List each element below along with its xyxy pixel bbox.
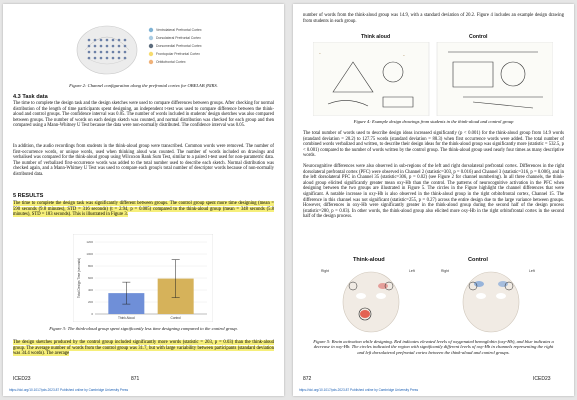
svg-text:~: ~ <box>319 51 321 55</box>
page-number: 872 <box>303 376 312 382</box>
legend-swatch <box>149 44 153 48</box>
channel-dot <box>118 51 121 54</box>
x-tick-label: Think Aloud <box>118 316 135 320</box>
footer-conference-label: ICED23 <box>13 376 31 382</box>
page-number: 871 <box>131 376 140 382</box>
legend-label: Ventrolateral Prefrontal Cortex <box>156 28 202 33</box>
figure-4-caption: Figure 4: Example design drawings from students in the think-aloud and control group <box>353 119 514 124</box>
channel-dot <box>106 57 109 60</box>
section-5-heading: 5 RESULTS <box>13 193 44 199</box>
channel-dot <box>124 51 127 54</box>
channel-dot <box>88 45 91 48</box>
channel-dot <box>106 51 109 54</box>
total-words-paragraph: The total number of words used to describe design ideas increased significantly (p < 0.001) for the think-aloud group from 14.9 words (standard deviation = 20.2) to 127.75 words (standard deviation = 88.3) when first occurrence words were added. The total number of combined words verbalized and written, to describe their design ideas for the think-aloud group was significantly more (statistic = 532.5, p < 0.001) compared to the number of words written by the control group. The think-aloud group used nearly four times as many descriptive words. <box>303 131 564 159</box>
channel-dot <box>106 39 109 42</box>
highlighted-word-count-text: The design sketches produced by the control group included significantly more words (statistic = 203, p = 0.03) than the think-aloud group. The average number of words from the control group was 31.7, but with large variability between participants (standard deviation was 34.4 words). The average <box>13 340 274 357</box>
section-5-paragraph-2 <box>13 340 274 357</box>
left-page <box>3 4 284 396</box>
legend-swatch <box>149 52 153 56</box>
doi-link[interactable]: https://doi.org/10.1017/pds.2023.87 Published online by Cambridge University Press <box>9 388 129 392</box>
figure-5-label-think-aloud: Think-aloud <box>353 257 385 263</box>
section-4-3-heading: 4.3 Task data <box>13 94 48 100</box>
channel-dot <box>118 57 121 60</box>
channel-dot <box>94 57 97 60</box>
y-tick-label: 0 <box>91 312 93 316</box>
section-4-3-paragraph-2: In addition, the audio recordings from students in the think-aloud group were transcribed. Common words were removed. The number of first-occurrence words, or unique words, used when thinking aloud was counted. The number of words included on drawings and verbalised was compared for the think-aloud group using Wilcoxon Rank Sum Test, similar to a paired t-test used for non-parametric data. The number of verbalized first-occurrence words was added to the total number used to describe each sketch. Normal distribution was checked again, and a Mann-Whitney U Test was used to compare each group's total number of descriptor words because of non-normally distributed data. <box>13 144 274 177</box>
channel-dot <box>112 51 115 54</box>
legend-label: Frontopolar Prefrontal Cortex <box>156 52 200 57</box>
section-5-paragraph-1 <box>13 201 274 218</box>
figure-4-design-sketches <box>313 42 553 116</box>
figure-2-caption: Figure 2: Channel configuration along the prefrontal cortex for OBELAB fNIRS. <box>69 83 218 88</box>
figure-4-label-control: Control <box>469 34 488 40</box>
channel-dot <box>100 45 103 48</box>
figure-3-caption: Figure 3: The think-aloud group spent significantly less time designing compared to the control group. <box>49 326 238 331</box>
channel-dot <box>106 45 109 48</box>
channel-dot <box>88 39 91 42</box>
channel-dot <box>124 39 127 42</box>
highlighted-results-text: The time to complete the design task was significantly different between groups. The control group spent more time designing (mean = 590 seconds (9.8 minutes), STD = 316 seconds) (t = 2.94, p = 0.005) compared to the think-aloud group (mean = 348 seconds (5.8 minutes), STD = 183 seconds). This is illustrated in Figure 3. <box>13 201 274 218</box>
side-label-right: Right <box>321 269 329 273</box>
y-tick-label: 400 <box>87 288 93 292</box>
channel-dot <box>100 51 103 54</box>
channel-dot <box>100 39 103 42</box>
section-4-3-paragraph-1: The time to complete the design task and the design sketches were used to compare differences between groups. After checking for normal distribution of the length of time participants spent designing, an independent t-test was used to compare difference between the think-aloud and control groups. The confidence interval was 0.05. The number of words included in students' design sketches was also compared between groups. The number of words on each design sketch was counted, and normal distribution was checked for each group and then compared using a Mann-Whitney U Test because the data were non-normally distributed. The confidence interval was 0.05. <box>13 101 274 129</box>
right-page <box>293 4 574 396</box>
channel-dot <box>112 39 115 42</box>
legend-label: Dorsomedial Prefrontal Cortex <box>156 44 202 49</box>
neurocognitive-paragraph: Neurocognitive differences were also observed in sub-regions of the left and right dorsolateral prefrontal cortex. Differences in the right dorsolateral prefrontal cortex (PFC) were observed in Channel 2 (statistic=303, p = 0.016) and Channel 3 (statistic=316, p = 0.006), and in the left dorsolateral PFC in Channel 35 (statistic=306, p = 0.02) (see Figure 2 for channel numbering). In all three channels, the think-aloud group elicited significantly greater mean oxy-Hb than the control. The patterns of neurocognitive activation in the PFC when designing between the two groups are illustrated in Figure 5. The circles in the Figure highlight the channel differences that were significant. A notable increase in oxy-Hb is also observed in the think-aloud group in the right orbitofrontal cortex, Channel 15. The difference in this channel was not significant (statistic=255, p = 0.27) across the entire design due to the large variance between groups. However, differences in oxy-Hb were significantly greater in the think-aloud group during the second half of the design process (statistic=280, p = 0.03). In other words, the think-aloud group also elicited more oxy-Hb in the right orbitofrontal cortex in the second half of the design process. <box>303 164 564 220</box>
channel-dot <box>88 57 91 60</box>
side-label-left: Left <box>409 269 415 273</box>
footer-conference-label: ICED23 <box>533 376 551 382</box>
channel-dot <box>124 57 127 60</box>
legend-label: Dorsolateral Prefrontal Cortex <box>156 36 201 41</box>
x-tick-label: Control <box>170 316 181 320</box>
channel-dot <box>94 51 97 54</box>
legend-swatch <box>149 36 153 40</box>
figure-5-brain-activation <box>313 264 553 334</box>
channel-dot <box>112 57 115 60</box>
channel-dot <box>118 39 121 42</box>
legend-label: Orbitofrontal Cortex <box>156 60 186 65</box>
channel-dot <box>88 51 91 54</box>
y-tick-label: 200 <box>87 300 93 304</box>
channel-dot <box>100 57 103 60</box>
legend-swatch <box>149 60 153 64</box>
figure-3-bar-chart <box>73 234 213 322</box>
y-tick-label: 800 <box>87 264 93 268</box>
figure-4-label-think-aloud: Think aloud <box>361 34 391 40</box>
figure-2-brain-channel-map <box>73 20 223 78</box>
channel-dot <box>124 45 127 48</box>
y-tick-label: 1000 <box>86 252 93 256</box>
channel-dot <box>112 45 115 48</box>
y-tick-label: 600 <box>87 276 93 280</box>
svg-text:~: ~ <box>403 53 405 57</box>
intro-paragraph: number of words from the think-aloud group was 14.9, with a standard deviation of 20.2. Figure 4 includes an example design drawing from students in each group. <box>303 13 564 24</box>
side-label-left: Left <box>529 269 535 273</box>
channel-dot <box>94 45 97 48</box>
y-axis-label: Total Design Time (seconds) <box>77 257 81 299</box>
legend-swatch <box>149 28 153 32</box>
channel-dot <box>94 39 97 42</box>
figure-5-caption: Figure 5: Brain activation while designing. Red indicates elevated levels of oxygenated hemoglobin (oxy-Hb), and blue indicates a decrease in oxy-Hb. The circles indicated the region with significantly different levels of oxy-Hb in channels representing the right and left dorsolateral prefrontal cortex between the think-aloud and control groups. <box>313 339 554 355</box>
figure-5-label-control: Control <box>468 257 488 263</box>
doi-link[interactable]: https://doi.org/10.1017/pds.2023.87 Published online by Cambridge University Press <box>299 388 419 392</box>
channel-dot <box>118 45 121 48</box>
y-tick-label: 1200 <box>86 240 93 244</box>
side-label-right: Right <box>441 269 449 273</box>
